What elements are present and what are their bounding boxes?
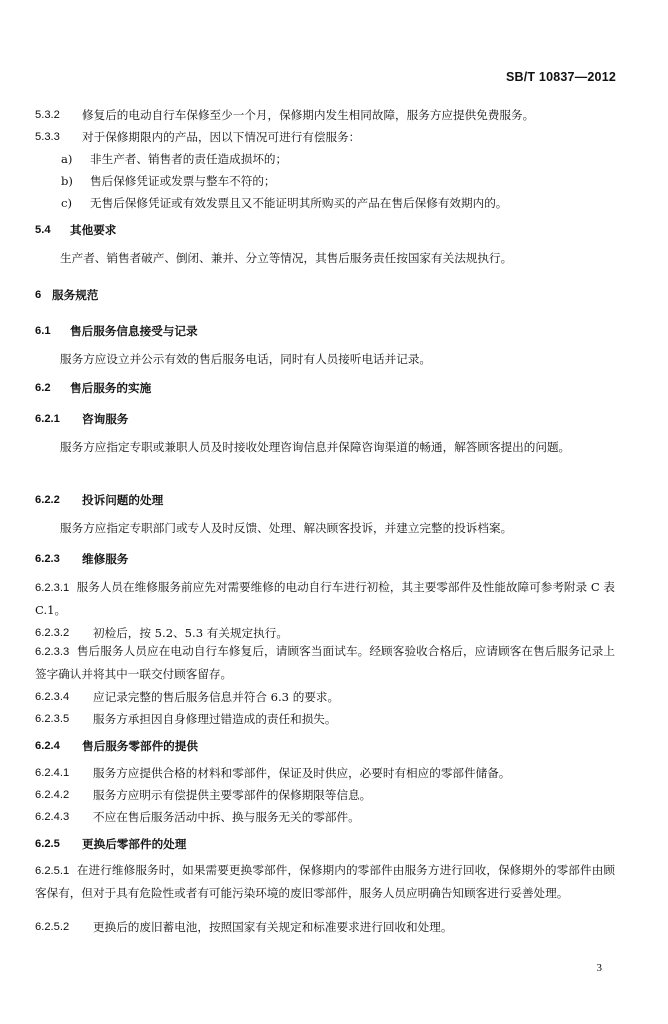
heading-title: 售后服务信息接受与记录 xyxy=(70,324,198,338)
heading-title: 投诉问题的处理 xyxy=(82,493,164,507)
standard-number: SB/T 10837—2012 xyxy=(505,70,616,84)
clause-number: 6.2.4.3 xyxy=(35,811,70,823)
clause-number: 6.2.3.5 xyxy=(35,713,70,725)
clause-number: 6.2.5.2 xyxy=(35,921,70,933)
heading-number: 6.2.3 xyxy=(35,553,60,565)
heading-number: 6 xyxy=(35,289,42,301)
page-number: 3 xyxy=(596,962,602,974)
clause-text: 不应在售后服务活动中拆、换与服务无关的零部件。 xyxy=(93,810,360,824)
clause-text: 初检后，按 5.2、5.3 有关规定执行。 xyxy=(93,626,288,640)
heading-number: 6.2.4 xyxy=(35,740,60,752)
clause-text: 服务方承担因自身修理过错造成的责任和损失。 xyxy=(93,712,337,726)
list-label: b) xyxy=(61,174,73,188)
heading-title: 售后服务的实施 xyxy=(70,381,152,395)
heading-number: 5.4 xyxy=(35,224,51,236)
clause-number: 6.2.3.4 xyxy=(35,691,70,703)
paragraph-text: 服务方应设立并公示有效的售后服务电话，同时有人员接听电话并记录。 xyxy=(60,352,432,366)
list-text: 非生产者、销售者的责任造成损坏的； xyxy=(90,152,288,166)
paragraph: 服务方应指定专职或兼职人员及时接收处理咨询信息并保障咨询渠道的畅通，解答顾客提出的问题。 xyxy=(60,440,571,454)
clause-number: 6.2.3.3 xyxy=(35,646,70,658)
heading-number: 6.2.5 xyxy=(35,838,60,850)
heading-title: 更换后零部件的处理 xyxy=(82,837,187,851)
heading-title: 其他要求 xyxy=(70,223,117,237)
clause-6-2-3-3 xyxy=(35,640,615,685)
clause-text: 服务人员在维修服务前应先对需要维修的电动自行车进行初检，其主要零部件及性能故障可参考附录 C 表 C.1。 xyxy=(35,580,615,617)
clause-text: 修复后的电动自行车保修至少一个月，保修期内发生相同故障，服务方应提供免费服务。 xyxy=(82,108,535,122)
clause-text: 售后服务人员应在电动自行车修复后，请顾客当面试车。经顾客验收合格后，应请顾客在售后服务记录上签字确认并将其中一联交付顾客留存。 xyxy=(35,644,615,681)
clause-6-2-5-1 xyxy=(35,859,615,904)
clause-number: 5.3.3 xyxy=(35,131,60,143)
paragraph-text: 服务方应指定专职部门或专人及时反馈、处理、解决顾客投诉，并建立完整的投诉档案。 xyxy=(60,521,513,535)
heading-title: 售后服务零部件的提供 xyxy=(82,739,198,753)
clause-number: 6.2.4.1 xyxy=(35,767,70,779)
clause-number: 6.2.3.1 xyxy=(35,582,70,594)
clause-text: 服务方应明示有偿提供主要零部件的保修期限等信息。 xyxy=(93,788,372,802)
clause-text: 更换后的废旧蓄电池，按照国家有关规定和标准要求进行回收和处理。 xyxy=(93,920,453,934)
clause-text: 服务方应提供合格的材料和零部件，保证及时供应，必要时有相应的零部件储备。 xyxy=(93,766,511,780)
heading-title: 服务规范 xyxy=(52,288,99,302)
list-label: c) xyxy=(61,196,73,210)
heading-number: 6.2.2 xyxy=(35,494,60,506)
clause-number: 5.3.2 xyxy=(35,109,60,121)
clause-6-2-3-1 xyxy=(35,576,615,621)
heading-number: 6.2.1 xyxy=(35,413,60,425)
heading-title: 咨询服务 xyxy=(82,412,129,426)
list-label: a) xyxy=(61,152,73,166)
clause-number: 6.2.3.2 xyxy=(35,627,70,639)
paragraph-text: 生产者、销售者破产、倒闭、兼并、分立等情况，其售后服务责任按国家有关法规执行。 xyxy=(60,251,513,265)
clause-text: 在进行维修服务时，如果需要更换零部件，保修期内的零部件由服务方进行回收，保修期外的零部件由顾客保有，但对于具有危险性或者有可能污染环境的废旧零部件，服务人员应明确告知顾客进行妥善处理。 xyxy=(35,863,615,900)
heading-number: 6.2 xyxy=(35,382,51,394)
clause-text: 对于保修期限内的产品，因以下情况可进行有偿服务： xyxy=(82,130,361,144)
heading-title: 维修服务 xyxy=(82,552,129,566)
clause-number: 6.2.4.2 xyxy=(35,789,70,801)
list-text: 无售后保修凭证或有效发票且又不能证明其所购买的产品在售后保修有效期内的。 xyxy=(90,196,508,210)
heading-number: 6.1 xyxy=(35,325,51,337)
list-text: 售后保修凭证或发票与整车不符的； xyxy=(90,174,276,188)
clause-text: 应记录完整的售后服务信息并符合 6.3 的要求。 xyxy=(93,690,340,704)
clause-number: 6.2.5.1 xyxy=(35,865,70,877)
